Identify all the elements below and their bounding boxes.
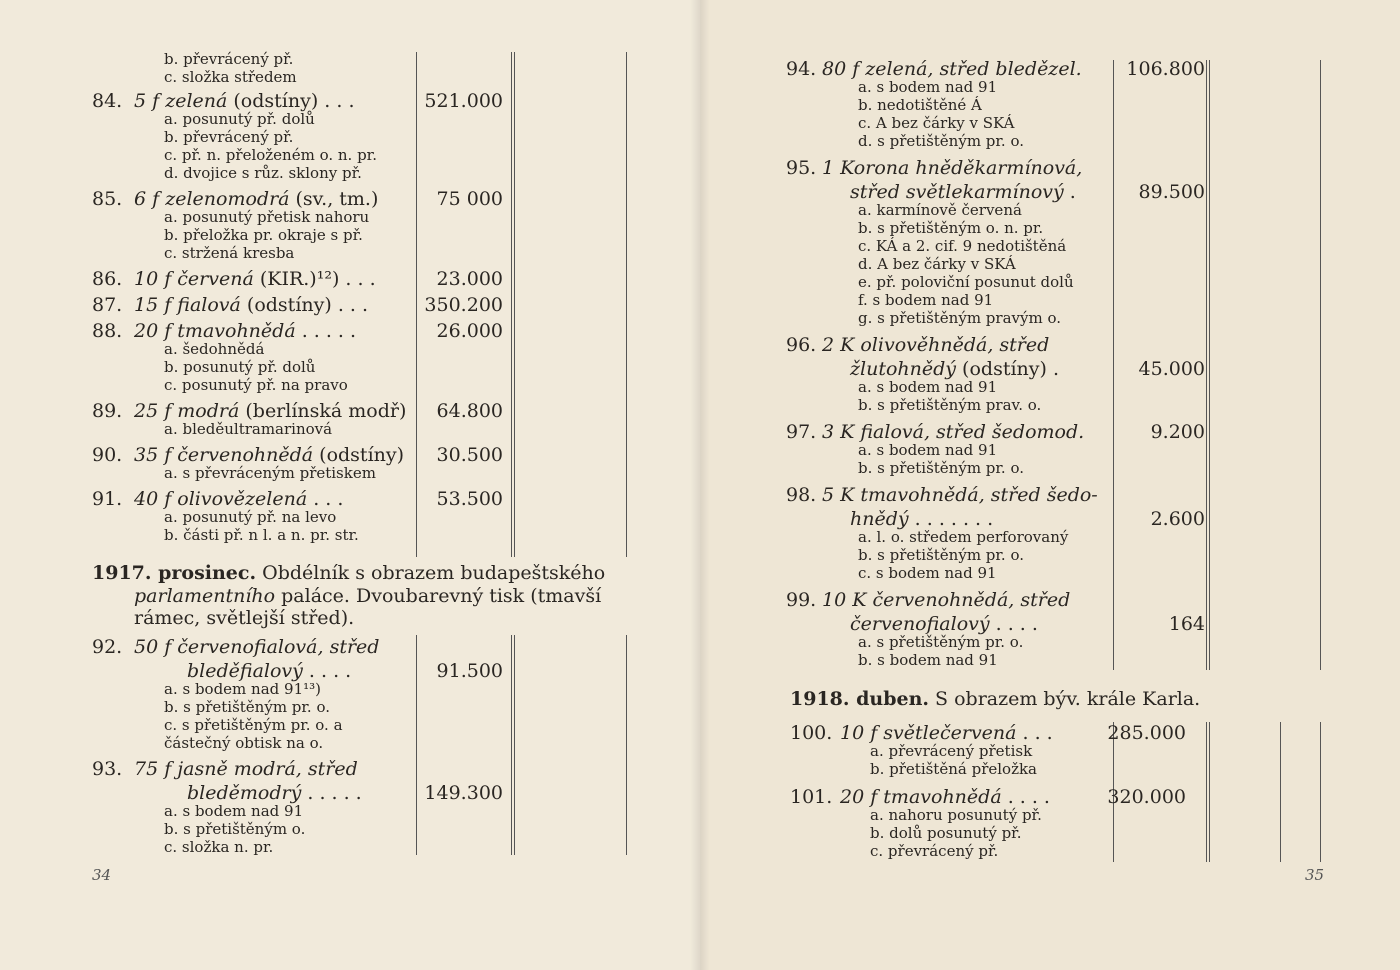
entry-title-line (134, 490, 343, 509)
entry-denomination: hnědý (850, 508, 909, 530)
sub-variety: c. složka n. pr. (164, 838, 274, 856)
entry-value: 106.800 (1126, 58, 1205, 80)
entry-denomination: 20 f tmavohnědá (134, 320, 296, 342)
entry-detail: . . . (307, 488, 344, 510)
entry-number: 87. (92, 294, 123, 316)
entry-title-line (850, 615, 1038, 634)
entry-number: 94. (786, 58, 817, 80)
entry-denomination: bleděmodrý (187, 782, 302, 804)
section-heading (92, 564, 605, 583)
entry-denomination: 75 f jasně modrá, střed (134, 758, 358, 780)
entry-number: 95. (786, 157, 817, 179)
entry-denomination: 5 K tmavohnědá, střed šedo- (822, 484, 1098, 506)
column-rule (626, 635, 627, 855)
entry-denomination: 50 f červenofialová, střed (134, 636, 380, 658)
page-number: 35 (1305, 866, 1325, 884)
entry-title-line (134, 760, 358, 779)
entry-denomination: 40 f olivovězelená (134, 488, 308, 510)
entry-number: 101. (790, 786, 833, 808)
entry-title-line (822, 591, 1070, 610)
sub-variety: b. s přetištěným pr. o. (164, 698, 331, 716)
sub-variety: c. s přetištěným pr. o. a (164, 716, 343, 734)
column-rule (416, 52, 417, 557)
entry-number: 100. (790, 722, 833, 744)
heading-text: parlamentního (134, 585, 276, 607)
entry-number: 97. (786, 421, 817, 443)
entry-value: 45.000 (1138, 358, 1205, 380)
entry-detail: (berlínská modř) (239, 400, 407, 422)
entry-denomination: 10 f světlečervená (840, 722, 1017, 744)
entry-detail: (odstíny) (313, 444, 405, 466)
entry-title-line (134, 638, 379, 657)
sub-variety: f. s bodem nad 91 (858, 291, 994, 309)
column-rule (1209, 722, 1210, 862)
entry-denomination: 25 f modrá (134, 400, 240, 422)
sub-variety: a. karmínově červená (858, 201, 1022, 219)
column-rule (511, 52, 512, 557)
entry-title-line (187, 662, 351, 681)
entry-title-line (134, 296, 368, 315)
sub-variety: b. posunutý př. dolů (164, 358, 316, 376)
entry-detail: (odstíny) . . . (240, 294, 369, 316)
sub-variety: a. l. o. středem perforovaný (858, 528, 1069, 546)
entry-title-line (134, 402, 406, 421)
sub-variety: b. s přetištěným prav. o. (858, 396, 1042, 414)
sub-variety: a. s bodem nad 91 (164, 802, 304, 820)
sub-variety: b. s přetištěným o. (164, 820, 306, 838)
entry-value: 285.000 (1107, 722, 1186, 744)
entry-denomination: 6 f zelenomodrá (134, 188, 290, 210)
entry-number: 90. (92, 444, 123, 466)
entry-denomination: žlutohnědý (850, 358, 957, 380)
entry-title-line (134, 92, 354, 111)
entry-value: 350.200 (424, 294, 503, 316)
sub-variety: b. přeložka pr. okraje s př. (164, 226, 363, 244)
entry-title-line (822, 60, 1082, 79)
sub-variety: b. části př. n l. a n. pr. str. (164, 526, 359, 544)
sub-variety: g. s přetištěným pravým o. (858, 309, 1061, 327)
right-page (700, 0, 1400, 970)
entry-number: 85. (92, 188, 123, 210)
column-rule (1280, 722, 1281, 862)
entry-title-line (850, 360, 1059, 379)
entry-number: 89. (92, 400, 123, 422)
sub-variety: c. KÁ a 2. cif. 9 nedotištěná (858, 237, 1067, 255)
sub-variety: b. s přetištěným pr. o. (858, 459, 1025, 477)
column-rule (1206, 60, 1207, 670)
sub-variety: c. A bez čárky v SKÁ (858, 114, 1015, 132)
entry-number: 88. (92, 320, 123, 342)
entry-denomination: 2 K olivověhnědá, střed (822, 334, 1050, 356)
heading-text: Obdélník s obrazem budapeštského (256, 562, 606, 584)
sub-variety: a. s bodem nad 91 (858, 441, 998, 459)
entry-title-line (822, 336, 1049, 355)
entry-denomination: 5 f zelená (134, 90, 228, 112)
heading-text: S obrazem býv. krále Karla. (929, 688, 1201, 710)
sub-variety: b. nedotištěné Á (858, 96, 982, 114)
column-rule (1113, 60, 1114, 670)
column-rule (1320, 722, 1321, 862)
column-rule (1320, 60, 1321, 670)
sub-variety: b. s přetištěným pr. o. (858, 546, 1025, 564)
column-rule (1206, 722, 1207, 862)
sub-variety: b. s bodem nad 91 (858, 651, 998, 669)
entry-value: 26.000 (436, 320, 503, 342)
sub-variety: e. př. poloviční posunut dolů (858, 273, 1074, 291)
sub-variety: a. posunutý př. dolů (164, 110, 315, 128)
entry-title-line (850, 183, 1076, 202)
sub-variety: a. s bodem nad 91 (858, 378, 998, 396)
column-rule (626, 52, 627, 557)
column-rule (416, 635, 417, 855)
section-heading-line (134, 587, 601, 606)
sub-variety: a. s převráceným přetiskem (164, 464, 376, 482)
sub-variety: a. s bodem nad 91 (858, 78, 998, 96)
sub-variety: b. převrácený př. (164, 50, 294, 68)
entry-title-line (134, 446, 404, 465)
entry-denomination: bleděfialový (187, 660, 303, 682)
entry-value: 53.500 (436, 488, 503, 510)
entry-denomination: 10 f červená (134, 268, 254, 290)
entry-detail: . . . . (989, 613, 1038, 635)
section-heading (790, 690, 1200, 709)
entry-denomination: 1 Korona hněděkarmínová, (822, 157, 1083, 179)
sub-variety: a. posunutý př. na levo (164, 508, 337, 526)
entry-title-line (134, 270, 376, 289)
entry-title-line (134, 322, 356, 341)
sub-variety: d. A bez čárky v SKÁ (858, 255, 1016, 273)
entry-detail: . . . (1016, 722, 1053, 744)
heading-text: paláce. Dvoubarevný tisk (tmavší (275, 585, 602, 607)
entry-title-line (822, 486, 1098, 505)
gutter-shadow (690, 0, 710, 970)
entry-number: 91. (92, 488, 123, 510)
sub-variety: c. př. n. přeloženém o. n. pr. (164, 146, 377, 164)
entry-value: 320.000 (1107, 786, 1186, 808)
entry-number: 86. (92, 268, 123, 290)
entry-detail: . (1063, 181, 1076, 203)
sub-variety: a. bleděultramarinová (164, 420, 333, 438)
entry-number: 96. (786, 334, 817, 356)
entry-value: 30.500 (436, 444, 503, 466)
sub-variety: c. s bodem nad 91 (858, 564, 997, 582)
entry-value: 9.200 (1150, 421, 1205, 443)
entry-detail: (odstíny) . . . (227, 90, 355, 112)
entry-detail: (sv., tm.) (289, 188, 379, 210)
sub-variety: c. složka středem (164, 68, 297, 86)
entry-denomination: 15 f fialová (134, 294, 241, 316)
heading-year: 1918. duben. (790, 688, 930, 710)
entry-value: 64.800 (436, 400, 503, 422)
section-heading-line: rámec, světlejší střed). (134, 607, 355, 629)
entry-denomination: 20 f tmavohnědá (840, 786, 1002, 808)
sub-variety: a. posunutý přetisk nahoru (164, 208, 370, 226)
entry-denomination: červenofialový (850, 613, 990, 635)
entry-number: 99. (786, 589, 817, 611)
entry-value: 164 (1168, 613, 1205, 635)
sub-variety: c. stržená kresba (164, 244, 295, 262)
entry-denomination: 10 K červenohnědá, střed (822, 589, 1071, 611)
entry-title-line (850, 510, 993, 529)
entry-detail: (odstíny) . (956, 358, 1059, 380)
sub-variety: a. s přetištěným pr. o. (858, 633, 1024, 651)
entry-detail: . . . . . (295, 320, 357, 342)
entry-value: 149.300 (424, 782, 503, 804)
column-rule (514, 635, 515, 855)
entry-detail: . . . . (302, 660, 352, 682)
sub-variety: a. s bodem nad 91¹³) (164, 680, 321, 698)
column-rule (511, 635, 512, 855)
entry-value: 2.600 (1150, 508, 1205, 530)
sub-variety: d. s přetištěným pr. o. (858, 132, 1025, 150)
sub-variety: a. nahoru posunutý př. (870, 806, 1042, 824)
entry-title-line (134, 190, 378, 209)
entry-number: 84. (92, 90, 123, 112)
sub-variety: b. převrácený př. (164, 128, 294, 146)
entry-detail: (KIR.)¹²) . . . (253, 268, 376, 290)
entry-detail: . . . . . . . (908, 508, 994, 530)
entry-title-line (822, 423, 1084, 442)
entry-title-line (840, 724, 1053, 743)
entry-value: 91.500 (436, 660, 503, 682)
entry-value: 89.500 (1138, 181, 1205, 203)
entry-denomination: střed světlekarmínový (850, 181, 1064, 203)
entry-number: 92. (92, 636, 123, 658)
entry-value: 23.000 (436, 268, 503, 290)
sub-variety: d. dvojice s růz. sklony př. (164, 164, 362, 182)
entry-value: 75 000 (436, 188, 503, 210)
entry-number: 93. (92, 758, 123, 780)
entry-denomination: 3 K fialová, střed šedomod. (822, 421, 1085, 443)
entry-denomination: 35 f červenohnědá (134, 444, 314, 466)
column-rule (1209, 60, 1210, 670)
entry-detail: . . . . . (301, 782, 362, 804)
entry-number: 98. (786, 484, 817, 506)
entry-title-line (822, 159, 1082, 178)
sub-variety: b. dolů posunutý př. (870, 824, 1022, 842)
sub-variety: c. posunutý př. na pravo (164, 376, 348, 394)
sub-variety: částečný obtisk na o. (164, 734, 324, 752)
entry-detail: . . . . (1001, 786, 1050, 808)
sub-variety: a. šedohnědá (164, 340, 265, 358)
column-rule (514, 52, 515, 557)
heading-year: 1917. prosinec. (92, 562, 257, 584)
page-number: 34 (92, 866, 112, 884)
sub-variety: c. převrácený př. (870, 842, 999, 860)
entry-title-line (187, 784, 362, 803)
entry-denomination: 80 f zelená, střed bledězel. (822, 58, 1082, 80)
entry-value: 521.000 (424, 90, 503, 112)
sub-variety: b. s přetištěným o. n. pr. (858, 219, 1044, 237)
entry-title-line (840, 788, 1050, 807)
sub-variety: b. přetištěná přeložka (870, 760, 1037, 778)
sub-variety: a. převrácený přetisk (870, 742, 1033, 760)
